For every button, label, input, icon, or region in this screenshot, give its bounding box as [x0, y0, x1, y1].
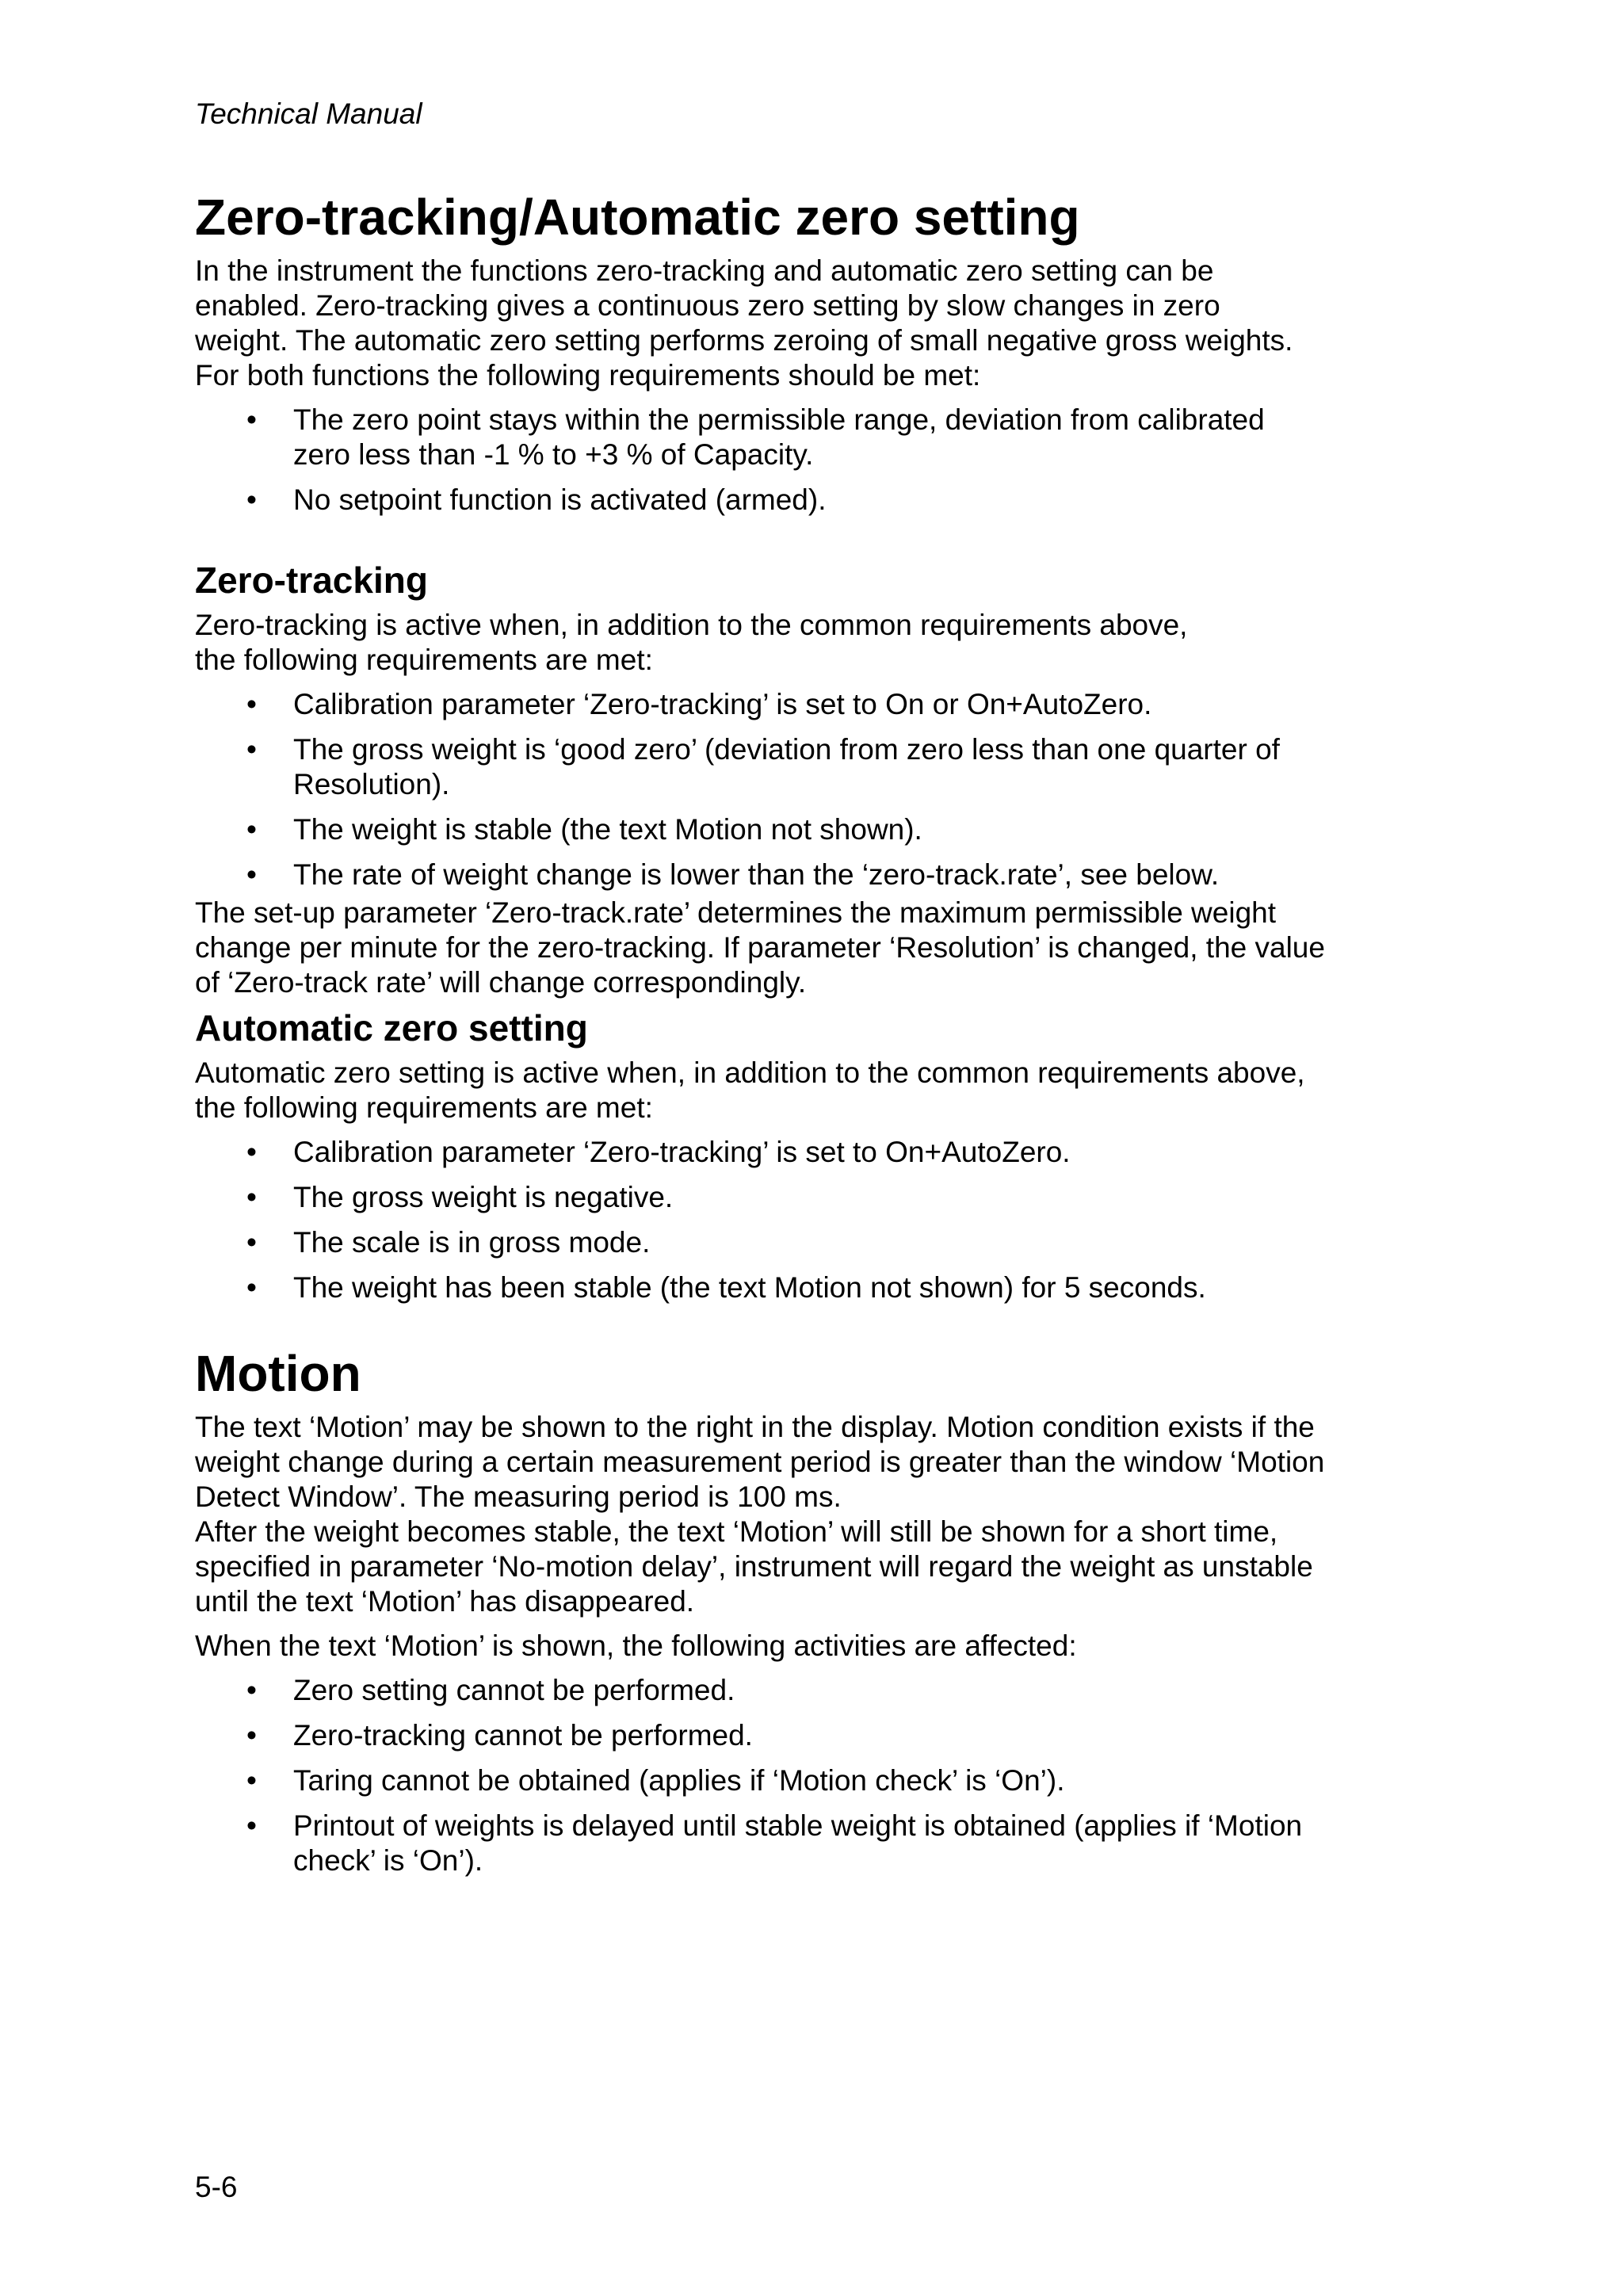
list-item: • Calibration parameter ‘Zero-tracking’ is set to On or On+AutoZero.	[195, 687, 1431, 722]
motion-affected-intro: When the text ‘Motion’ is shown, the following activities are affected:	[195, 1629, 1077, 1662]
list-item: • The scale is in gross mode.	[195, 1225, 1431, 1260]
motion-description: The text ‘Motion’ may be shown to the right in the display. Motion condition exists if the weight change during a certain measurement period is greater than the window ‘Motion Detect Window’. The measuring period is 100 ms. After the weight becomes stable, the text ‘Motion’ will still be shown for a short time, specified in parameter ‘No-motion delay’, instrument will regard the weight as unstable until the text ‘Motion’ has disappeared.	[195, 1411, 1325, 1618]
list-item: • Zero setting cannot be performed.	[195, 1673, 1431, 1708]
list-item: • The weight has been stable (the text Motion not shown) for 5 seconds.	[195, 1270, 1431, 1305]
list-item: • Calibration parameter ‘Zero-tracking’ is set to On+AutoZero.	[195, 1135, 1431, 1170]
zero-tracking-intro: Zero-tracking is active when, in addition to the common requirements above, the following requirements are met:	[195, 609, 1188, 676]
list-item: • The weight is stable (the text Motion not shown).	[195, 812, 1431, 847]
zero-tracking-requirements-list	[195, 687, 1431, 892]
zero-tracking-rate-paragraph: The set-up parameter ‘Zero-track.rate’ determines the maximum permissible weight change per minute for the zero-tracking. If parameter ‘Resolution’ is changed, the value of ‘Zero-track rate’ will change correspondingly.	[195, 896, 1325, 999]
automatic-zero-requirements-list	[195, 1135, 1431, 1305]
list-item: • Taring cannot be obtained (applies if ‘Motion check’ is ‘On’).	[195, 1763, 1431, 1798]
list-item: • The rate of weight change is lower than the ‘zero-track.rate’, see below.	[195, 858, 1431, 892]
section-title-motion: Motion	[195, 1345, 361, 1402]
section-zero-intro: In the instrument the functions zero-tracking and automatic zero setting can be enabled. Zero-tracking gives a continuous zero setting by slow changes in zero weight. The automatic zero setting performs zeroing of small negative gross weights. For both functions the following requirements should be met:	[195, 254, 1293, 392]
subsection-title-automatic-zero-setting: Automatic zero setting	[195, 1007, 588, 1049]
list-item: • The gross weight is negative.	[195, 1180, 1431, 1215]
section-zero-requirements-list	[195, 403, 1431, 518]
motion-affected-list	[195, 1673, 1431, 1878]
page-content	[195, 189, 1431, 1878]
running-header: Technical Manual	[195, 97, 422, 130]
list-item: • Zero-tracking cannot be performed.	[195, 1718, 1431, 1753]
page-number: 5-6	[195, 2171, 238, 2203]
list-item: • The zero point stays within the permissible range, deviation from calibrated zero less than -1 % to +3 % of Capacity.	[195, 403, 1431, 472]
subsection-title-zero-tracking: Zero-tracking	[195, 560, 428, 601]
automatic-zero-intro: Automatic zero setting is active when, in addition to the common requirements above, the following requirements are met:	[195, 1056, 1305, 1124]
list-item: • No setpoint function is activated (armed).	[195, 483, 1431, 518]
list-item: • The gross weight is ‘good zero’ (deviation from zero less than one quarter of Resolution).	[195, 732, 1431, 802]
section-title-zero-tracking-automatic: Zero-tracking/Automatic zero setting	[195, 189, 1080, 246]
list-item: • Printout of weights is delayed until stable weight is obtained (applies if ‘Motion check’ is ‘On’).	[195, 1809, 1431, 1878]
